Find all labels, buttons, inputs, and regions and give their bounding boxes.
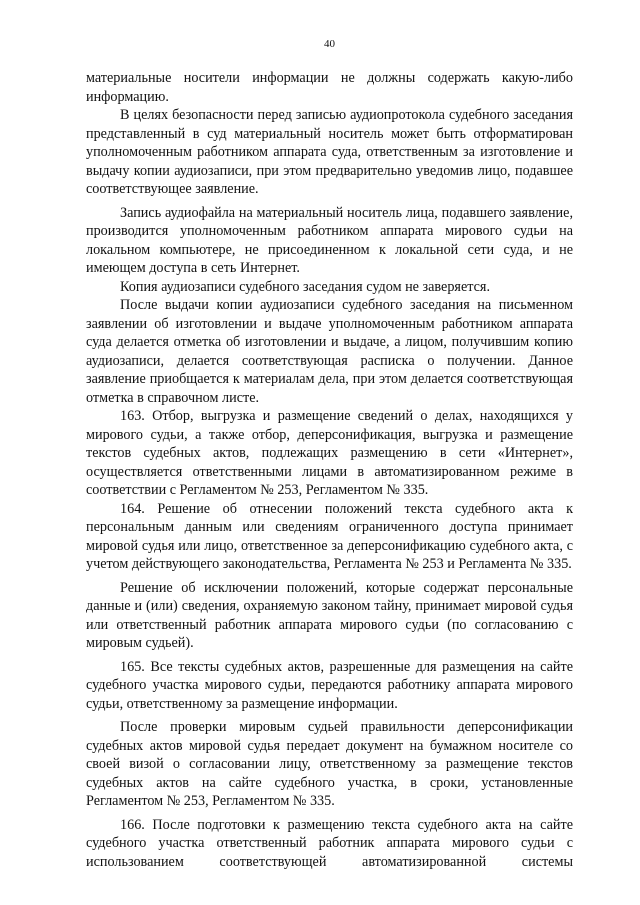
document-body (86, 69, 573, 871)
paragraph-security-formatting: В целях безопасности перед записью аудиопротокола судебного заседания представленный в суд материальный носитель может быть отформатирован уполномоченным работником аппарата суда, ответственным за изготовление и выдачу копии аудиозаписи, при этом предварительно уведомив лицо, подавшее соответствующее заявление. (86, 107, 573, 197)
page-number: 40 (324, 38, 335, 50)
paragraph-165: 165. Все тексты судебных актов, разрешенные для размещения на сайте судебного участка мирового судьи, передаются работнику аппарата мирового судьи, ответственному за размещение информации. (86, 658, 573, 712)
paragraph-issuance-mark: После выдачи копии аудиозаписи судебного заседания на письменном заявлении об изготовлении и выдаче уполномоченным работником аппарата суда делается отметка об изготовлении и выдаче, а лицом, получившим копию аудиозаписи, делается соответствующая расписка о получении. Данное заявление приобщается к материалам дела, при этом делается соответствующая отметка в справочном листе. (86, 297, 573, 406)
paragraph-audio-file-recording: Запись аудиофайла на материальный носитель лица, подавшего заявление, производится уполномоченным работником аппарата мирового судьи на локальном компьютере, не присоединенном к локальной сети суда, и не имеющем доступа в сеть Интернет. (86, 204, 573, 276)
paragraph-166: 166. После подготовки к размещению текста судебного акта на сайте судебного участка ответственный работник аппарата мирового судьи с использованием соответствующей автоматизированной системы (86, 816, 573, 870)
paragraph-copy-not-certified: Копия аудиозаписи судебного заседания судом не заверяется. (120, 278, 490, 295)
paragraph-exclusion-decision: Решение об исключении положений, которые содержат персональные данные и (или) сведения, охраняемую законом тайну, принимает мировой судья или ответственный работник аппарата мирового судьи (по согласованию с мировым судьей). (86, 579, 573, 651)
paragraph-163: 163. Отбор, выгрузка и размещение сведений о делах, находящихся у мирового судьи, а также отбор, деперсонификация, выгрузка и размещение текстов судебных актов, подлежащих размещению в сети «Интернет», осуществляется ответственными лицами в автоматизированном режиме в соответствии с Регламентом № 253, Регламентом № 335. (86, 408, 573, 498)
paragraph-164: 164. Решение об отнесении положений текста судебного акта к персональным данным или сведениям ограниченного доступа принимает мировой судья или лицо, ответственное за деперсонификацию судебного акта, с учетом действующего законодательства, Регламента № 253 и Регламента № 335. (86, 500, 573, 572)
paragraph-verification: После проверки мировым судьей правильности деперсонификации судебных актов мировой судья передает документ на бумажном носителе со своей визой о согласовании лицу, ответственному за размещение текстов судебных актов на сайте судебного участка, в сроки, установленные Регламентом № 253, Регламентом № 335. (86, 719, 573, 809)
paragraph-continuation: материальные носители информации не должны содержать какую-либо информацию. (86, 70, 573, 105)
